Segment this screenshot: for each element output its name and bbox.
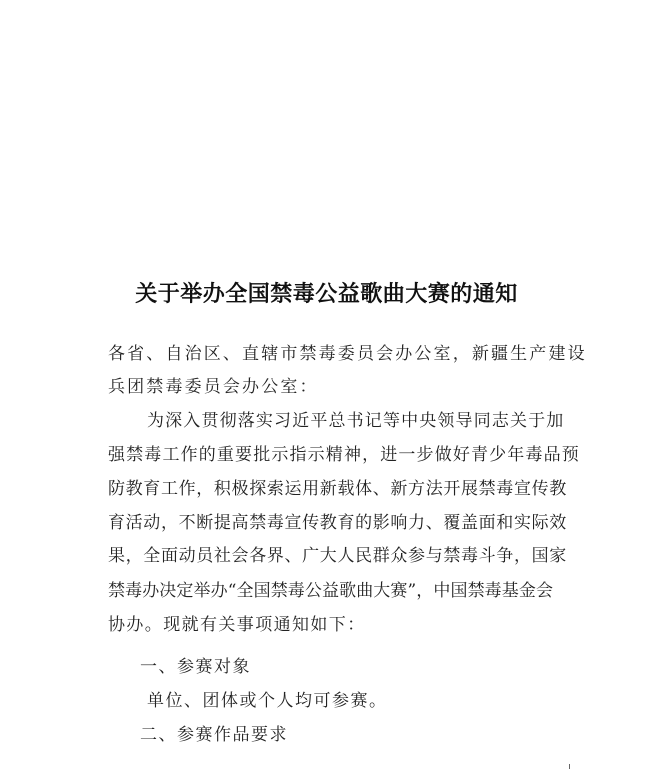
intro-line-4: 育活动，不断提高禁毒宣传教育的影响力、覆盖面和实际效 [108,513,567,533]
document-title: 关于举办全国禁毒公益歌曲大赛的通知 [135,281,518,307]
addressee-line-1: 各省、自治区、直辖市禁毒委员会办公室，新疆生产建设 [108,344,587,364]
section-heading-participants: 一、参赛对象 [140,657,251,677]
intro-line-7: 协办。现就有关事项通知如下： [108,615,366,635]
intro-line-6: 禁毒办决定举办“全国禁毒公益歌曲大赛”，中国禁毒基金会 [108,581,554,601]
scan-mark [569,764,570,769]
addressee-line-2: 兵团禁毒委员会办公室： [108,377,319,397]
intro-line-3: 防教育工作，积极探索运用新载体、新方法开展禁毒宣传教 [108,479,567,499]
intro-line-1: 为深入贯彻落实习近平总书记等中央领导同志关于加 [147,411,565,431]
section-heading-entry-requirements: 二、参赛作品要求 [140,725,288,745]
intro-line-2: 强禁毒工作的重要批示指示精神，进一步做好青少年毒品预 [108,445,580,465]
intro-line-5: 果，全面动员社会各界、广大人民群众参与禁毒斗争，国家 [108,546,567,566]
section-body-participants: 单位、团体或个人均可参赛。 [147,691,388,711]
